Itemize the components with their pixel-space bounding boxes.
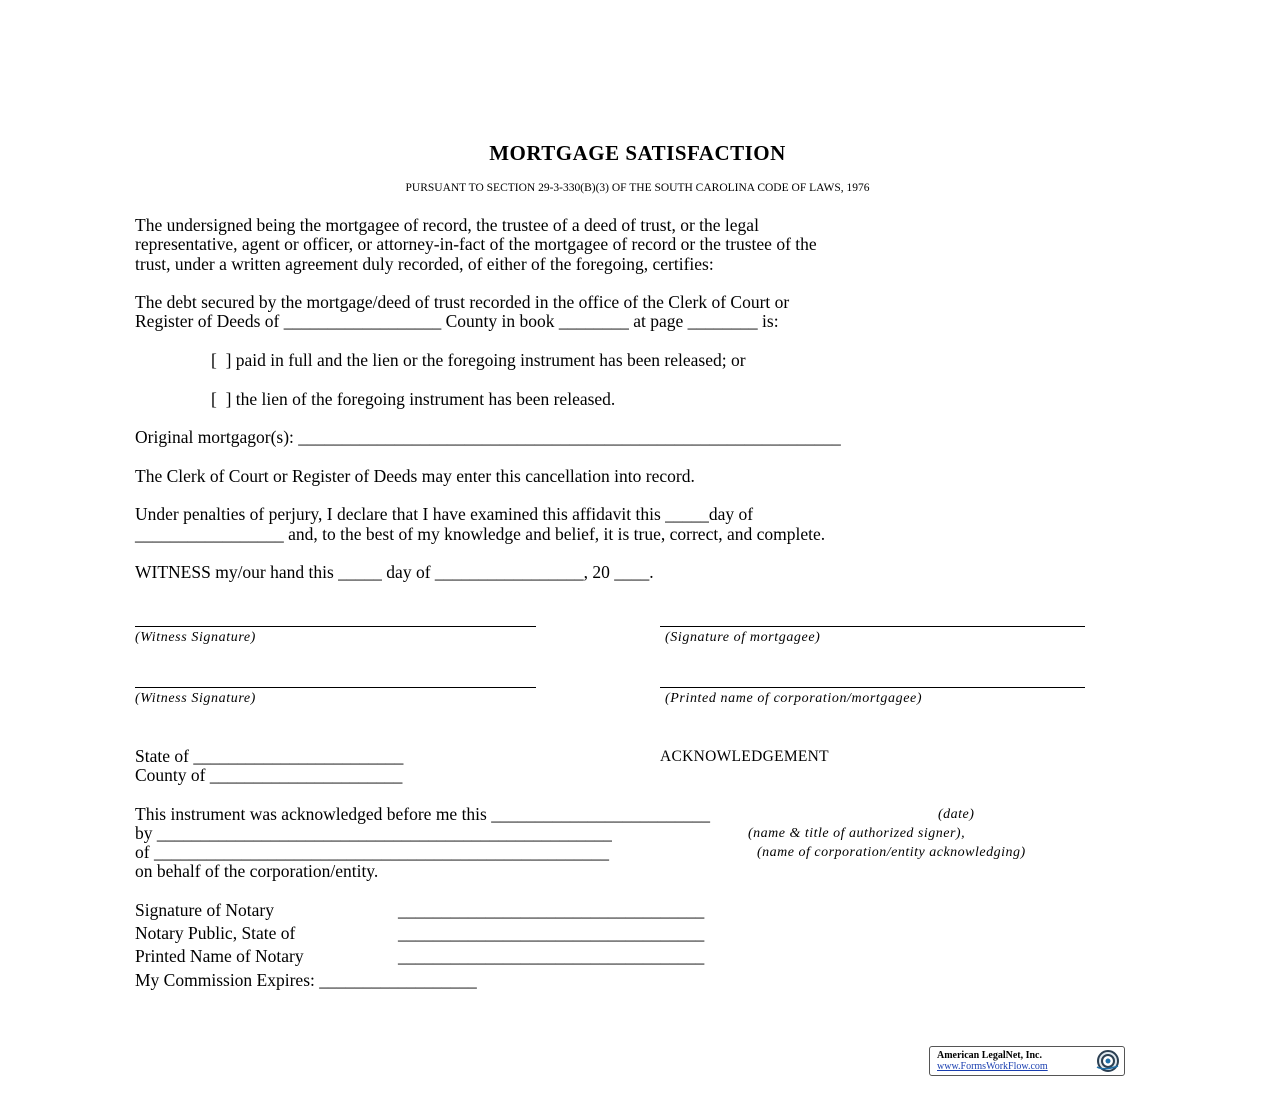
witness-signature-line-1 — [135, 626, 536, 627]
mortgagee-signature-caption: (Signature of mortgagee) — [665, 630, 821, 645]
commission-expires-line: My Commission Expires: __________________ — [135, 970, 477, 990]
globe-icon — [1094, 1049, 1120, 1073]
notary-printed-name-label: Printed Name of Notary — [135, 946, 304, 966]
debt-line: Register of Deeds of __________________ County in book ________ at page ________ is: — [135, 311, 779, 331]
ack-line-behalf: on behalf of the corporation/entity. — [135, 861, 379, 881]
notary-signature-line: ___________________________________ — [398, 900, 705, 920]
intro-line: trust, under a written agreement duly recorded, of either of the foregoing, certifies: — [135, 254, 714, 274]
county-line: County of ______________________ — [135, 765, 403, 785]
footer-url-link[interactable]: www.FormsWorkFlow.com — [937, 1061, 1048, 1072]
notary-printed-name-line: ___________________________________ — [398, 946, 705, 966]
intro-line: representative, agent or officer, or attorney-in-fact of the mortgagee of record or the trustee of the — [135, 234, 817, 254]
footer-logo-badge[interactable] — [929, 1046, 1125, 1076]
notary-state-label: Notary Public, State of — [135, 923, 296, 943]
footer-company-name: American LegalNet, Inc. — [937, 1050, 1042, 1061]
ack-line-date: This instrument was acknowledged before me this _________________________ — [135, 804, 710, 824]
document-title: MORTGAGE SATISFACTION — [489, 141, 786, 165]
ack-line-entity: of ____________________________________________________ — [135, 842, 609, 862]
notary-signature-label: Signature of Notary — [135, 900, 274, 920]
document-subtitle: PURSUANT TO SECTION 29-3-330(B)(3) OF THE SOUTH CAROLINA CODE OF LAWS, 1976 — [405, 182, 870, 194]
notary-state-line: ___________________________________ — [398, 923, 705, 943]
mortgagee-signature-line — [660, 626, 1085, 627]
witness-signature-caption-2: (Witness Signature) — [135, 691, 256, 706]
printed-name-caption: (Printed name of corporation/mortgagee) — [665, 691, 923, 706]
debt-line: The debt secured by the mortgage/deed of trust recorded in the office of the Clerk of Court or — [135, 292, 790, 312]
witness-signature-line-2 — [135, 687, 536, 688]
perjury-line: _________________ and, to the best of my knowledge and belief, it is true, correct, and complete. — [135, 524, 826, 544]
state-line: State of ________________________ — [135, 746, 404, 766]
ack-note-date: (date) — [938, 807, 975, 822]
ack-note-signer: (name & title of authorized signer), — [748, 826, 966, 841]
acknowledgement-heading: ACKNOWLEDGEMENT — [660, 748, 829, 765]
printed-name-line — [660, 687, 1085, 688]
ack-note-entity: (name of corporation/entity acknowledging) — [757, 845, 1026, 860]
clerk-statement: The Clerk of Court or Register of Deeds may enter this cancellation into record. — [135, 466, 695, 486]
intro-line: The undersigned being the mortgagee of record, the trustee of a deed of trust, or the legal — [135, 215, 759, 235]
ack-line-signer: by ____________________________________________________ — [135, 823, 612, 843]
original-mortgagor-line: Original mortgagor(s): ______________________________________________________________ — [135, 427, 841, 447]
witness-statement: WITNESS my/our hand this _____ day of _________________, 20 ____. — [135, 562, 654, 582]
option-paid-in-full: [ ] paid in full and the lien or the foregoing instrument has been released; or — [211, 350, 746, 370]
perjury-line: Under penalties of perjury, I declare that I have examined this affidavit this _____day of — [135, 504, 754, 524]
option-lien-released: [ ] the lien of the foregoing instrument has been released. — [211, 389, 616, 409]
witness-signature-caption-1: (Witness Signature) — [135, 630, 256, 645]
